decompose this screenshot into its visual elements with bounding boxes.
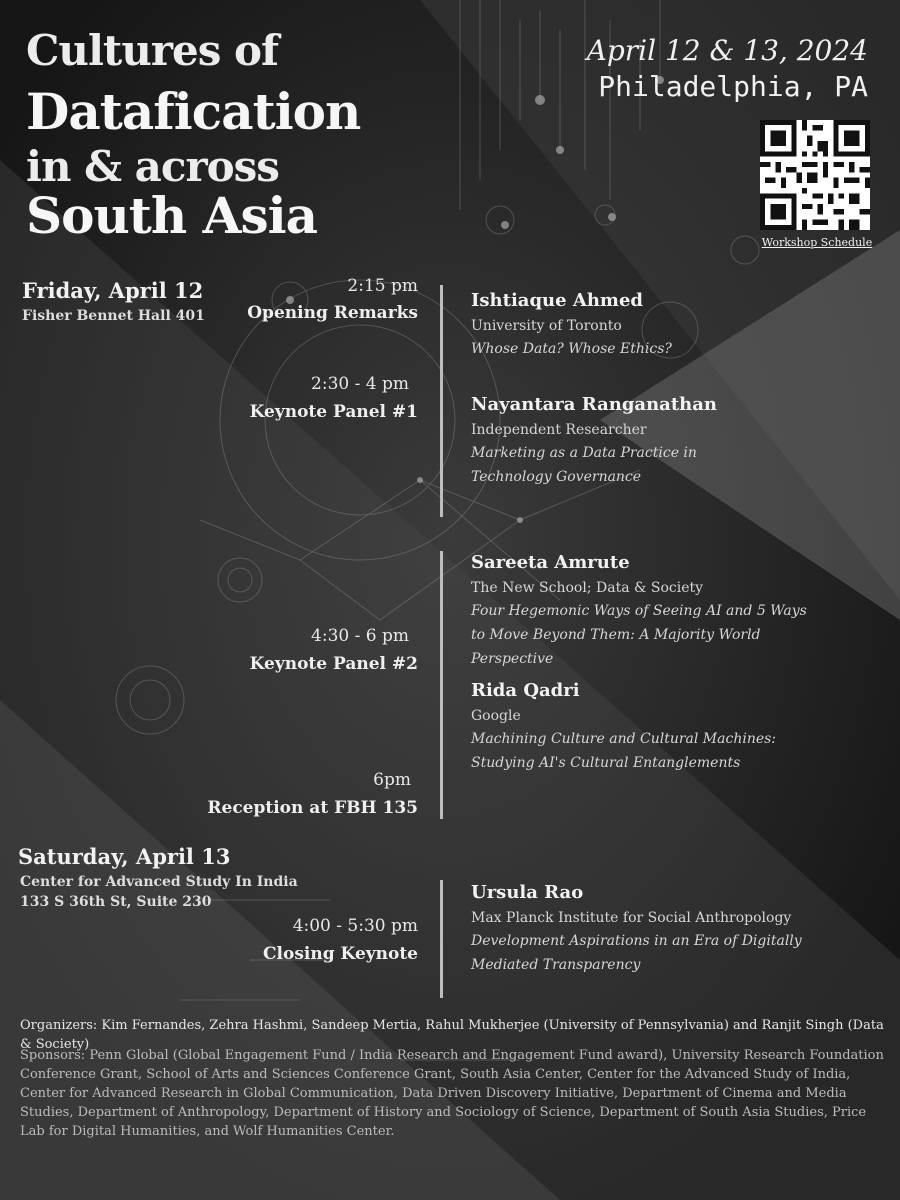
session-time: 4:00 - 5:30 pm — [292, 916, 418, 936]
event-dates: April 12 & 13, 2024 — [586, 34, 868, 67]
speaker-card — [471, 394, 771, 489]
timeline-divider — [440, 880, 443, 998]
session-label: Closing Keynote — [263, 944, 418, 964]
session-time: 2:15 pm — [347, 276, 418, 296]
session-time: 2:30 - 4 pm — [311, 374, 409, 394]
friday-heading: Friday, April 12 — [22, 278, 204, 303]
title-line-1: Cultures of — [26, 26, 279, 75]
session-label: Keynote Panel #2 — [249, 654, 418, 674]
saturday-venue-line-2: 133 S 36th St, Suite 230 — [20, 894, 212, 910]
timeline-divider — [440, 285, 443, 517]
speaker-affiliation: Google — [471, 708, 521, 724]
timeline-divider — [440, 551, 443, 819]
title-line-4: South Asia — [26, 186, 318, 245]
speaker-card — [471, 552, 821, 671]
talk-title: Marketing as a Data Practice in Technology Governance — [471, 445, 697, 485]
speaker-affiliation: The New School; Data & Society — [471, 580, 704, 596]
speaker-name: Ishtiaque Ahmed — [471, 290, 643, 311]
talk-title: Machining Culture and Cultural Machines: Studying AI's Cultural Entanglements — [471, 731, 777, 771]
session-label: Reception at FBH 135 — [207, 798, 418, 818]
saturday-venue-line-1: Center for Advanced Study In India — [20, 874, 298, 890]
talk-title: Four Hegemonic Ways of Seeing AI and 5 Ways to Move Beyond Them: A Majority World Perspective — [471, 603, 807, 667]
qr-code[interactable] — [760, 120, 870, 230]
speaker-card — [471, 882, 811, 977]
speaker-affiliation: Max Planck Institute for Social Anthropology — [471, 910, 792, 926]
speaker-name: Nayantara Ranganathan — [471, 394, 717, 415]
saturday-heading: Saturday, April 13 — [18, 844, 231, 869]
organizers-text: Organizers: Kim Fernandes, Zehra Hashmi, Sandeep Mertia, Rahul Mukherjee (University of Pennsylvania) and Ranjit Singh (Data & Society) — [20, 1018, 884, 1052]
session-time: 6pm — [373, 770, 411, 790]
speaker-name: Sareeta Amrute — [471, 552, 630, 573]
session-label: Opening Remarks — [247, 303, 418, 323]
friday-venue: Fisher Bennet Hall 401 — [22, 308, 205, 324]
title-line-2: Datafication — [26, 82, 361, 141]
speaker-name: Rida Qadri — [471, 680, 580, 701]
talk-title: Development Aspirations in an Era of Digitally Mediated Transparency — [471, 933, 802, 973]
speaker-affiliation: University of Toronto — [471, 318, 622, 334]
speaker-affiliation: Independent Researcher — [471, 422, 647, 438]
workshop-schedule-link[interactable]: Workshop Schedule — [761, 236, 873, 249]
session-time: 4:30 - 6 pm — [311, 626, 409, 646]
speaker-card — [471, 290, 871, 361]
talk-title: Whose Data? Whose Ethics? — [471, 341, 672, 357]
title-line-3: in & across — [26, 142, 279, 191]
event-location: Philadelphia, PA — [598, 70, 868, 103]
speaker-name: Ursula Rao — [471, 882, 584, 903]
session-label: Keynote Panel #1 — [249, 402, 418, 422]
speaker-card — [471, 680, 841, 775]
sponsors-text: Sponsors: Penn Global (Global Engagement Fund / India Research and Engagement Fund award), University Research Foundation Conference Grant, School of Arts and Sciences Conference Grant, South Asia Center, Center for the Advanced Study of India, Center for Advanced Research in Global Communication, Data Driven Discovery Initiative, Department of Cinema and Media Studies, Department of Anthropology, Department of History and Sociology of Science, Department of South Asia Studies, Price Lab for Digital Humanities, and Wolf Humanities Center. — [20, 1048, 884, 1139]
